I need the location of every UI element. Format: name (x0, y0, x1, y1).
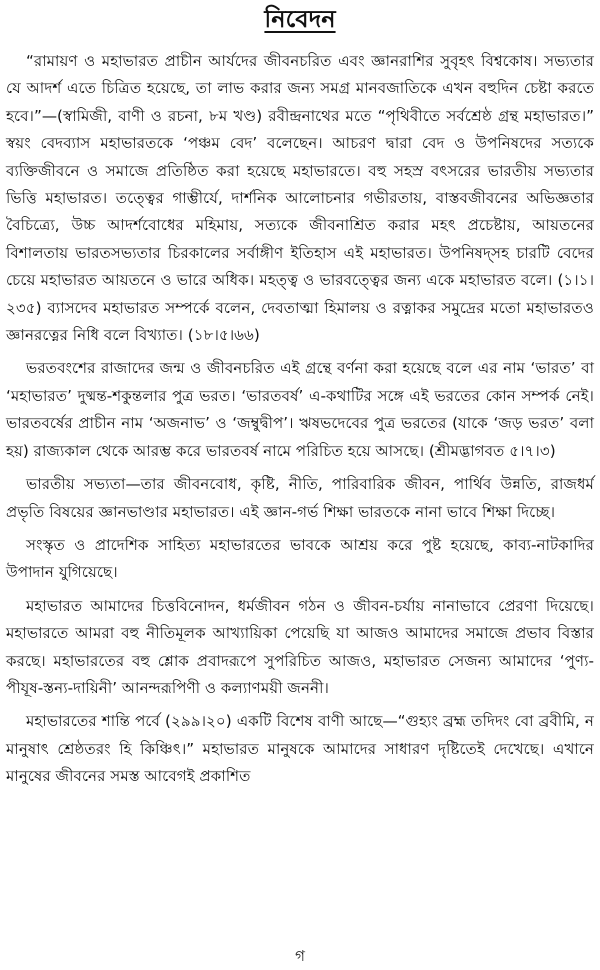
paragraph-6: মহাভারতের শান্তি পর্বে (২৯৯।২০) একটি বিশেষ বাণী আছে—“গুহ্যং ব্রহ্ম তদিদং বো ব্রবীমি, ন মানুষাৎ শ্রেষ্ঠতরং হি কিঞ্চিৎ।” মহাভারত মানুষকে আমাদের সাধারণ দৃষ্টিতেই দেখেছে। এখানে মানুষের জীবনের সমস্ত আবেগই প্রকাশিত (6, 712, 594, 786)
paragraph-4: সংস্কৃত ও প্রাদেশিক সাহিত্য মহাভারতের ভাবকে আশ্রয় করে পুষ্ট হয়েছে, কাব্য-নাটকাদির উপাদান যুগিয়েছে। (6, 535, 594, 582)
paragraph-2: ভরতবংশের রাজাদের জন্ম ও জীবনচরিত এই গ্রন্থে বর্ণনা করা হয়েছে বলে এর নাম ‘ভারত’ বা ‘মহাভারত’ দুষ্মন্ত-শকুন্তলার পুত্র ভরত। ‘ভারতবর্ষ’ এ-কথাটির সঙ্গে এই ভরতের কোন সম্পর্ক নেই। ভারতবর্ষের প্রাচীন নাম ‘অজনাভ’ ও ‘জম্বুদ্বীপ’। ঋষভদেবের পুত্র ভরতের (যাকে ‘জড় ভরত’ বলা হয়) রাজ্যকাল থেকে আরম্ভ করে ভারতবর্ষ নামে পরিচিত হয়ে আসছে। (শ্রীমদ্ভাগবত ৫।৭।৩) (6, 359, 594, 460)
paragraph-5: মহাভারত আমাদের চিত্তবিনোদন, ধর্মজীবন গঠন ও জীবন-চর্যায় নানাভাবে প্রেরণা দিয়েছে। মহাভারতে আমরা বহু নীতিমূলক আখ্যায়িকা পেয়েছি যা আজও আমাদের সমাজে প্রভাব বিস্তার করছে। মহাভারতের বহু শ্লোক প্রবাদরূপে সুপরিচিত আজও, মহাভারত সেজন্য আমাদের ‘পুণ্য-পীযূষ-স্তন্য-দায়িনী’ আনন্দরূপিণী ও কল্যাণময়ী জননী। (6, 596, 594, 697)
paragraph-3: ভারতীয় সভ্যতা—তার জীবনবোধ, কৃষ্টি, নীতি, পারিবারিক জীবন, পার্থিব উন্নতি, রাজধর্ম প্রভৃতি বিষয়ের জ্ঞানভাণ্ডার মহাভারত। এই জ্ঞান-গর্ভ শিক্ষা ভারতকে নানা ভাবে শিক্ষা দিচ্ছে। (6, 475, 594, 521)
paragraph-1: “রামায়ণ ও মহাভারত প্রাচীন আর্যদের জীবনচরিত এবং জ্ঞানরাশির সুবৃহৎ বিশ্বকোষ। সভ্যতার যে আদর্শ এতে চিত্রিত হয়েছে, তা লাভ করার জন্য সমগ্র মানবজাতিকে এখন বহুদিন চেষ্টা করতে হবে।”—(স্বামিজী, বাণী ও রচনা, ৮ম খণ্ড) রবীন্দ্রনাথের মতে “পৃথিবীতে সর্বশ্রেষ্ঠ গ্রন্থ মহাভারত।” স্বয়ং বেদব্যাস মহাভারতকে ‘পঞ্চম বেদ’ বলেছেন। আচরণ দ্বারা বেদ ও উপনিষদের সত্যকে ব্যক্তিজীবনে ও সমাজে প্রতিষ্ঠিত করা হয়েছে মহাভারতে। বহু সহস্র বৎসরের ভারতীয় সভ্যতার ভিত্তি মহাভারত। তত্ত্বের গাম্ভীর্যে, দার্শনিক আলোচনার গভীরতায়, বাস্তবজীবনের অভিজ্ঞতার বৈচিত্র্যে, উচ্চ আদর্শবোধের মহিমায়, সত্যকে জীবনাশ্রিত করার মহৎ প্রচেষ্টায়, আয়তনের বিশালতায় ভারতসভ্যতার চিরকালের সর্বাঙ্গীণ ইতিহাস এই মহাভারত। উপনিষদ্‌সহ চারটি বেদের চেয়ে মহাভারত আয়তনে ও ভারে অধিক। মহত্ত্ব ও ভারবত্ত্বের জন্য একে মহাভারত বলে। (১।১।২৩৫) ব্যাসদেব মহাভারত সম্পর্কে বলেন, দেবতাত্মা হিমালয় ও রত্নাকর সমুদ্রের মতো মহাভারতও জ্ঞানরত্নের নিধি বলে বিখ্যাত। (১৮।৫।৬৬) (6, 52, 594, 345)
document-body (6, 48, 594, 791)
page-number: গ (295, 947, 305, 965)
page-title: নিবেদন (264, 5, 336, 33)
